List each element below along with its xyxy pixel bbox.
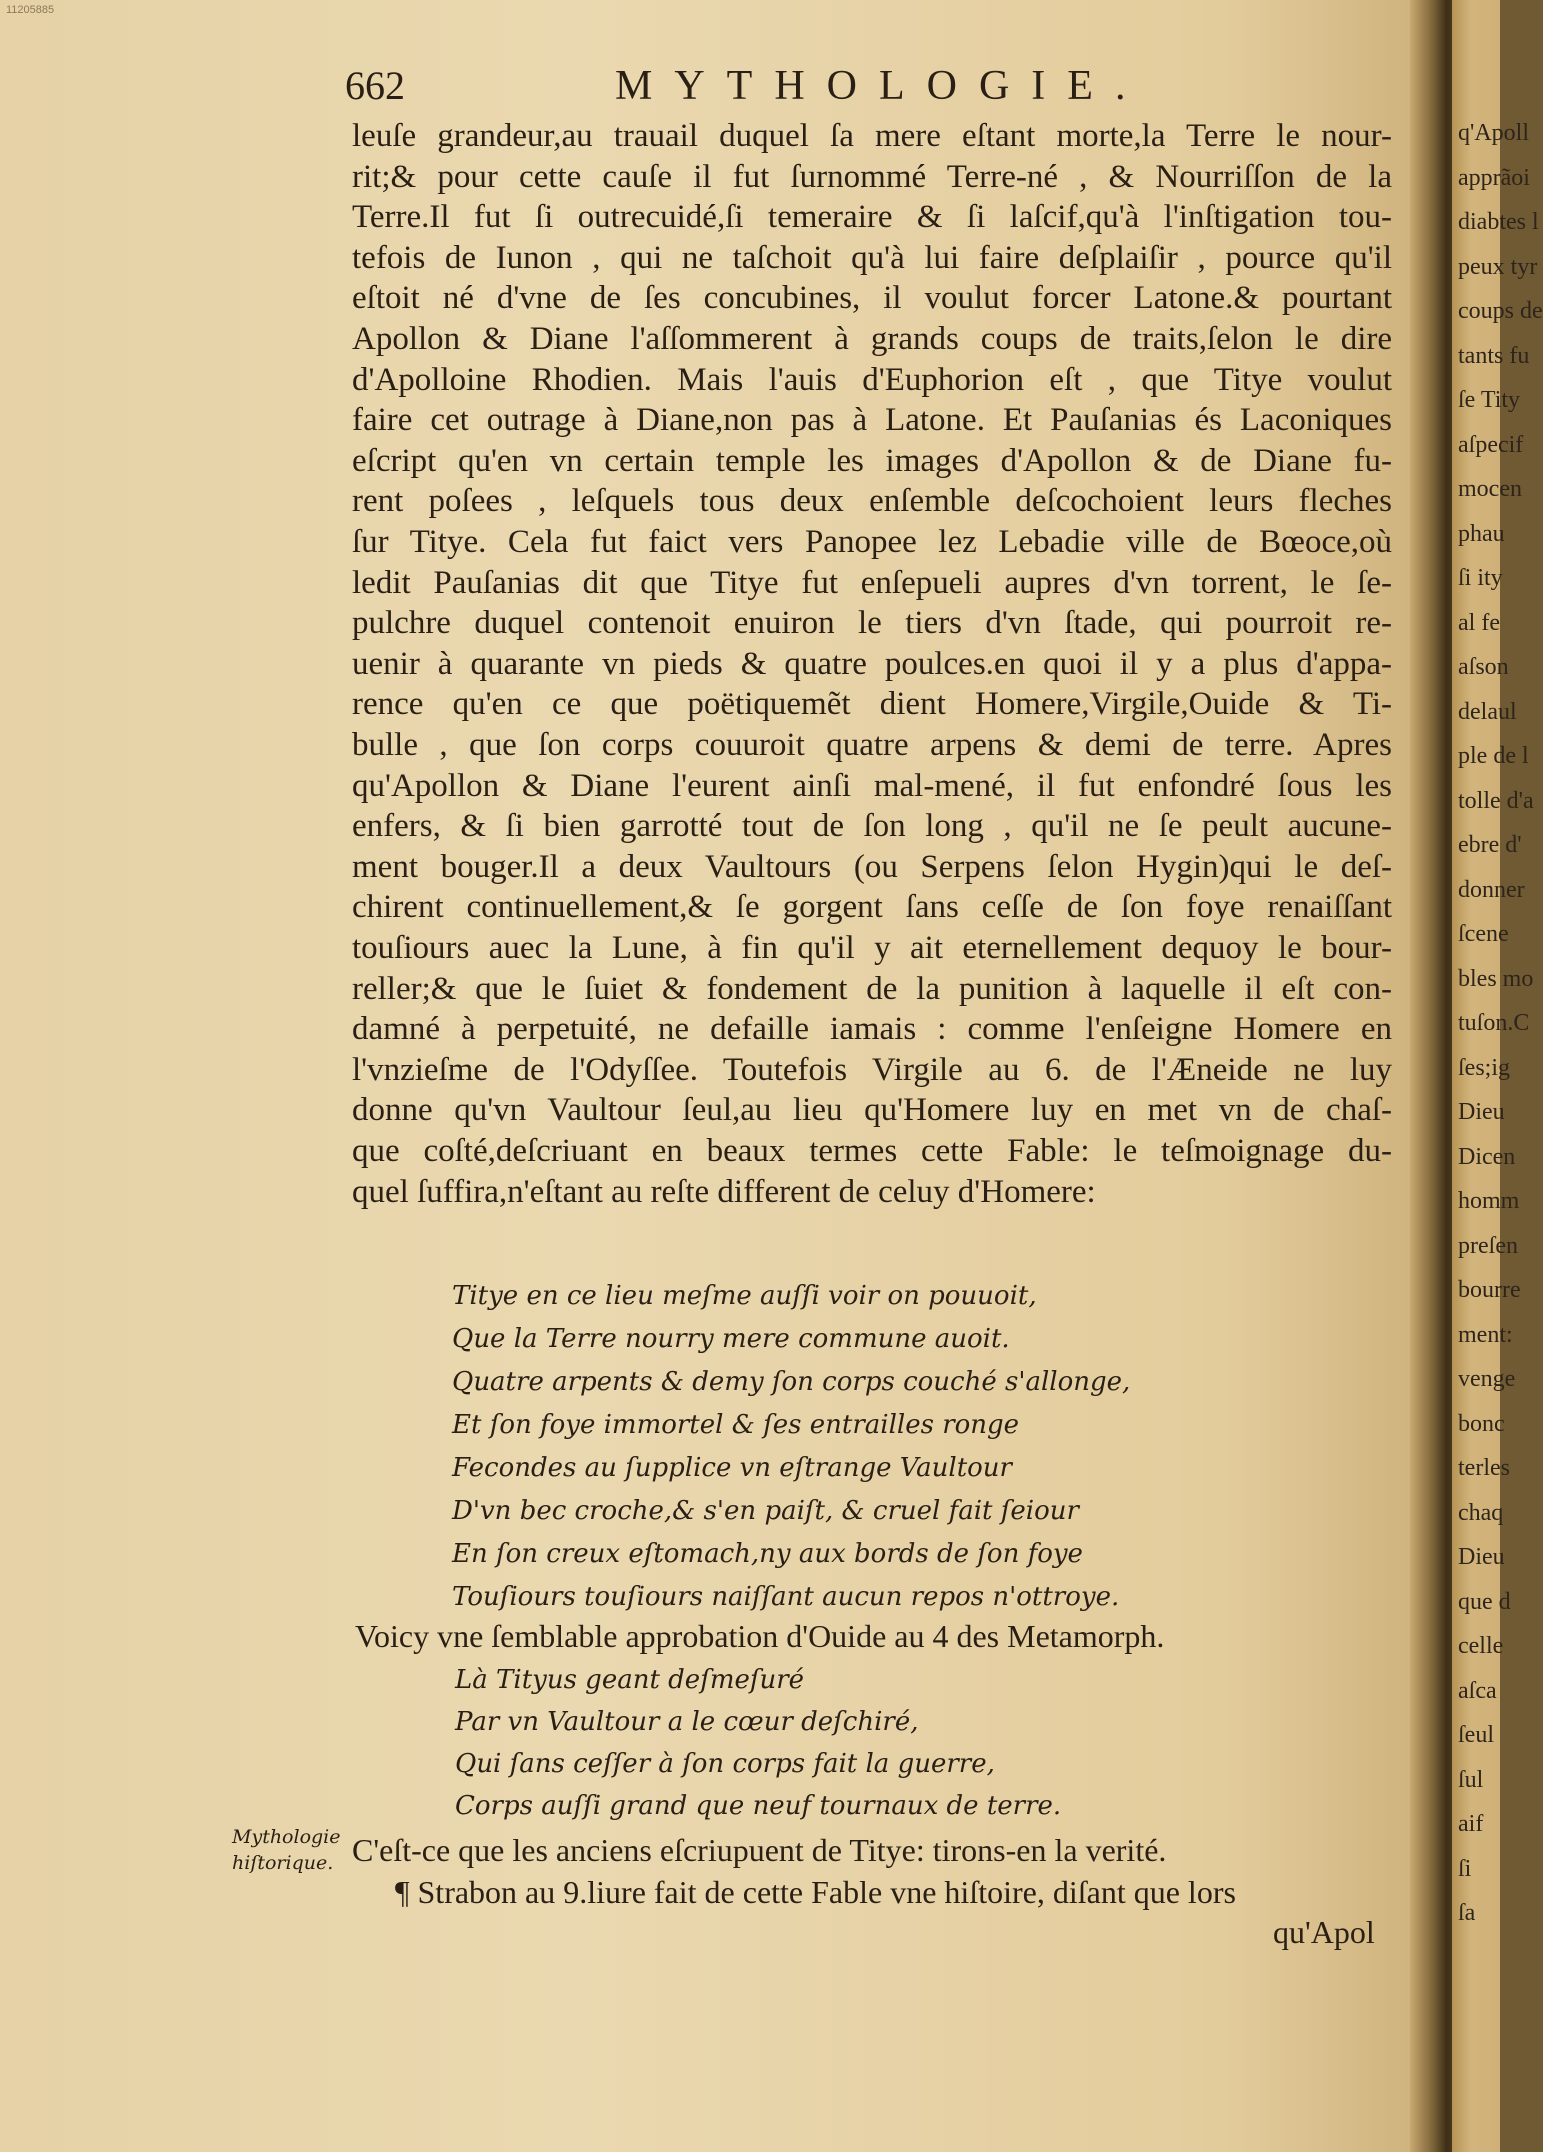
verse-line: Que la Terre nourry mere commune auoit. (452, 1324, 1010, 1354)
verse-line: En ſon creux eſtomach,ny aux bords de ſon foye (452, 1539, 1083, 1569)
margin-note-line: Mythologie (232, 1826, 341, 1848)
text-line: damné à perpetuité, ne defaille iamais : comme l'enſeigne Homere en (352, 1011, 1392, 1048)
next-page-fragment: bourre (1458, 1277, 1521, 1303)
next-page-fragment: ſeul (1458, 1722, 1494, 1748)
page-number: 662 (345, 63, 405, 108)
next-page-fragment: tolle d'a (1458, 787, 1534, 814)
next-page-fragment: ment: (1458, 1321, 1513, 1348)
next-page-fragment: homm (1458, 1188, 1520, 1214)
next-page-fragment: Dieu (1458, 1099, 1505, 1125)
text-line: reller;& que le ſuiet & fondement de la punition à laquelle il eſt con- (352, 970, 1392, 1007)
text-line: rence qu'en ce que poëtiquemẽt dient Homere,Virgile,Ouide & Ti- (352, 686, 1392, 723)
next-page-fragment: que d (1458, 1588, 1511, 1615)
next-page-fragment: bles mo (1458, 965, 1534, 992)
text-line: bulle , que ſon corps couuroit quatre arpens & demi de terre. Apres (352, 727, 1392, 763)
verse-line: Fecondes au ſupplice vn eſtrange Vaultour (452, 1453, 1012, 1483)
closing-line: C'eſt-ce que les anciens eſcriupuent de Titye: tirons-en la verité. (352, 1832, 1167, 1868)
next-page-fragment: aif (1458, 1811, 1484, 1837)
text-line: qu'Apollon & Diane l'eurent ainſi mal-mené, il fut enfondré ſous les (352, 767, 1392, 804)
next-page-fragment: donner (1458, 876, 1525, 903)
next-page-fragment: ſi (1458, 1855, 1472, 1882)
verse-line: Par vn Vaultour a le cœur deſchiré, (455, 1707, 919, 1737)
verse-line: Là Tityus geant deſmeſuré (455, 1665, 805, 1695)
text-line: uenir à quarante vn pieds & quatre poulces.en quoi il y a plus d'appa- (352, 645, 1392, 682)
margin-note-line: hiſtorique. (232, 1852, 334, 1874)
next-page-edge (1452, 0, 1543, 2152)
next-page-fragment: apprãoi (1458, 164, 1530, 191)
next-page-fragment: bonc (1458, 1410, 1505, 1437)
text-line: donne qu'vn Vaultour ſeul,au lieu qu'Homere luy en met vn de chaſ- (352, 1092, 1392, 1129)
verse-line: D'vn bec croche,& s'en paiſt, & cruel fait ſeiour (452, 1496, 1079, 1526)
next-page-fragment: venge (1458, 1366, 1516, 1392)
text-line: ment bouger.Il a deux Vaultours (ou Serpens ſelon Hygin)qui le deſ- (352, 848, 1392, 885)
text-line: d'Apolloine Rhodien. Mais l'auis d'Euphorion eſt , que Titye voulut (352, 361, 1392, 398)
next-page-fragment: ple de l (1458, 743, 1529, 769)
next-page-fragment: al fe (1458, 609, 1500, 636)
next-page-fragment: aſpecif (1458, 431, 1524, 458)
text-line: rent poſees , leſquels tous deux enſemble deſcochoient leurs fleches (352, 483, 1392, 520)
next-page-fragment: preſen (1458, 1232, 1518, 1259)
text-line: chirent continuellement,& ſe gorgent ſans ceſſe de ſon foye renaiſſant (352, 889, 1392, 926)
next-page-fragment: chaq (1458, 1499, 1504, 1526)
text-line: ſur Titye. Cela fut faict vers Panopee lez Lebadie ville de Bœoce,où (352, 524, 1392, 560)
next-page-fragment: ſe Tity (1458, 387, 1521, 413)
next-page-fragment: terles (1458, 1455, 1510, 1481)
catalog-stamp: 11205885 (6, 4, 55, 16)
next-page-fragment: diabtes l (1458, 209, 1539, 235)
next-page-fragment: ſes;ig (1458, 1054, 1510, 1081)
next-page-fragment: ebre d' (1458, 832, 1522, 858)
next-page-fragment: celle (1458, 1633, 1504, 1659)
next-page-fragment: ſul (1458, 1766, 1484, 1793)
text-line: ledit Pauſanias dit que Titye fut enſepueli aupres d'vn torrent, le ſe- (352, 564, 1392, 601)
next-page-fragment: phau (1458, 520, 1505, 547)
text-line: eſcript qu'en vn certain temple les images d'Apollon & de Diane fu- (352, 442, 1392, 479)
text-line: eſtoit né d'vne de ſes concubines, il voulut forcer Latone.& pourtant (352, 280, 1392, 317)
text-line: pulchre duquel contenoit enuiron le tiers d'vn ſtade, qui pourroit re- (352, 605, 1392, 642)
text-line: touſiours auec la Lune, à fin qu'il y ait eternellement dequoy le bour- (352, 930, 1392, 966)
next-page-fragment: tants fu (1458, 342, 1530, 369)
next-page-fragment: Dieu (1458, 1544, 1505, 1570)
verse-line: Quatre arpents & demy ſon corps couché s'allonge, (452, 1367, 1131, 1397)
next-page-fragment: aſca (1458, 1677, 1497, 1704)
next-page-fragment: mocen (1458, 476, 1522, 502)
next-page-fragment: ſi ity (1458, 565, 1503, 591)
verse-line: Et ſon foye immortel & ſes entrailles ronge (452, 1410, 1020, 1440)
next-page-fragment: delaul (1458, 698, 1517, 725)
text-line: Apollon & Diane l'aſſommerent à grands coups de traits,ſelon le dire (352, 321, 1392, 357)
next-page-fragment: ſcene (1458, 921, 1509, 947)
next-page-fragment: peux tyr (1458, 253, 1538, 280)
text-line: tefois de Iunon , qui ne taſchoit qu'à lui faire deſplaiſir , pource qu'il (352, 239, 1392, 276)
verse-line: Qui ſans ceſſer à ſon corps fait la guerre, (455, 1749, 995, 1779)
ovid-intro-line: Voicy vne ſemblable approbation d'Ouide au 4 des Metamorph. (355, 1618, 1165, 1654)
text-line: Terre.Il fut ſi outrecuidé,ſi temeraire & ſi laſcif,qu'à l'inſtigation tou- (352, 199, 1392, 236)
next-page-fragment: Dicen (1458, 1143, 1516, 1170)
catchword: qu'Apol (1273, 1914, 1375, 1950)
next-page-fragment: aſson (1458, 654, 1509, 680)
verse-line: Titye en ce lieu meſme auſſi voir on pouuoit, (452, 1281, 1037, 1311)
text-line: leuſe grandeur,au trauail duquel ſa mere eſtant morte,la Terre le nour- (352, 118, 1392, 154)
text-line: l'vnzieſme de l'Odyſſee. Toutefois Virgile au 6. de l'Æneide ne luy (352, 1051, 1392, 1088)
next-page-fragment: q'Apoll (1458, 120, 1529, 146)
verse-line: Corps auſſi grand que neuf tournaux de terre. (455, 1791, 1062, 1821)
text-line: quel ſuffira,n'eſtant au reſte different de celuy d'Homere: (352, 1173, 1096, 1210)
strabo-line: ¶ Strabon au 9.liure fait de cette Fable vne hiſtoire, diſant que lors (395, 1874, 1236, 1910)
text-line: enfers, & ſi bien garrotté tout de ſon long , qu'il ne ſe peult aucune- (352, 808, 1392, 845)
text-line: rit;& pour cette cauſe il fut ſurnommé Terre-né , & Nourriſſon de la (352, 158, 1392, 195)
verse-line: Touſiours touſiours naiſſant aucun repos n'ottroye. (452, 1582, 1120, 1612)
next-page-fragment: coups de (1458, 298, 1543, 324)
running-title: MYTHOLOGIE. (615, 63, 1148, 109)
next-page-fragment: tuſon.C (1458, 1010, 1530, 1036)
text-line: que coſté,deſcriuant en beaux termes cette Fable: le teſmoignage du- (352, 1133, 1392, 1169)
page-header (345, 58, 1405, 118)
text-line: faire cet outrage à Diane,non pas à Latone. Et Pauſanias és Laconiques (352, 402, 1392, 439)
next-page-fragment: ſa (1458, 1900, 1476, 1926)
